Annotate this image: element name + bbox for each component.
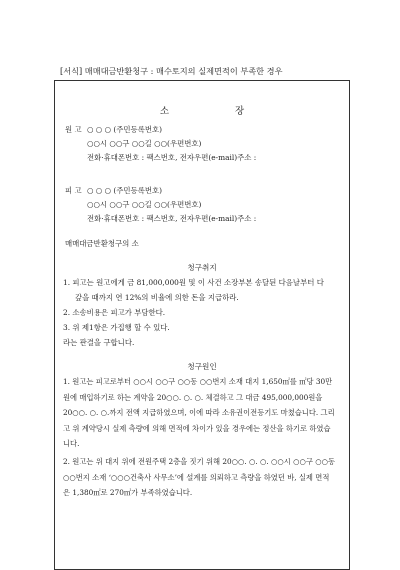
- form-header: [서식] 매매대금반환청구 : 매수토지의 실제면적이 부족한 경우: [60, 66, 283, 76]
- claim-item-2: 2. 소송비용은 피고가 부담한다.: [63, 308, 166, 317]
- claim-heading: 청구취지: [187, 263, 217, 272]
- claim-item-1-cont: 갚을 때까지 연 12%의 비율에 의한 돈을 지급하라.: [75, 293, 239, 302]
- plaintiff-address: ○○시 ○○구 ○○길 ○○(우편번호): [87, 139, 202, 148]
- plaintiff-name: ○ ○ ○ (주민등록번호): [87, 125, 162, 134]
- defendant-name: ○ ○ ○ (주민등록번호): [87, 186, 162, 195]
- cause-paragraph-1: 1. 원고는 피고로부터 ○○시 ○○구 ○○동 ○○번지 소재 대지 1,650㎡를 ㎡당 30만원에 매입하기로 하는 계약을 20○○. ○. ○. 체결하고 그 대금 495,000,000원을 20○○. ○. ○.까지 전액 지급하였으며, 이에 따라 소유권이전등기도 마쳤습니다. 그리고 위 계약당시 실제 측량에 의해 면적에 차이가 있을 경우에는 정산을 하기로 하였습니다.: [63, 377, 335, 448]
- cause-paragraph-2: 2. 원고는 위 대지 위에 전원주택 2층을 짓기 위해 20○○. ○. ○. ○○시 ○○구 ○○동 ○○번지 소재 ‘○○○건축사 사무소’에 설계를 의뢰하고 측량을 하였던 바, 실제 면적은 1,380㎡로 270㎡가 부족하였습니다.: [63, 457, 336, 497]
- plaintiff-contact: 전화·휴대폰번호 : 팩스번호, 전자우편(e-mail)주소 :: [87, 153, 257, 162]
- title-char-so: 소: [159, 106, 169, 117]
- claim-closing: 라는 판결을 구합니다.: [63, 338, 135, 347]
- defendant-contact: 전화·휴대폰번호 : 팩스번호, 전자우편(e-mail)주소 :: [87, 214, 257, 223]
- document-title: [55, 103, 349, 117]
- title-char-jang: 장: [235, 106, 245, 117]
- defendant-address: ○○시 ○○구 ○○길 ○○(우편번호): [87, 200, 202, 209]
- cause-heading: 청구원인: [187, 362, 217, 371]
- plaintiff-label: 원 고: [65, 125, 82, 134]
- complaint-document: [54, 80, 350, 570]
- claim-item-3: 3. 위 제1항은 가집행 할 수 있다.: [63, 323, 170, 332]
- claim-item-1: 1. 피고는 원고에게 금 81,000,000원 및 이 사건 소장부본 송달된 다음날부터 다: [63, 278, 324, 287]
- defendant-label: 피 고: [65, 186, 82, 195]
- case-name: 매매대금반환청구의 소: [65, 239, 139, 248]
